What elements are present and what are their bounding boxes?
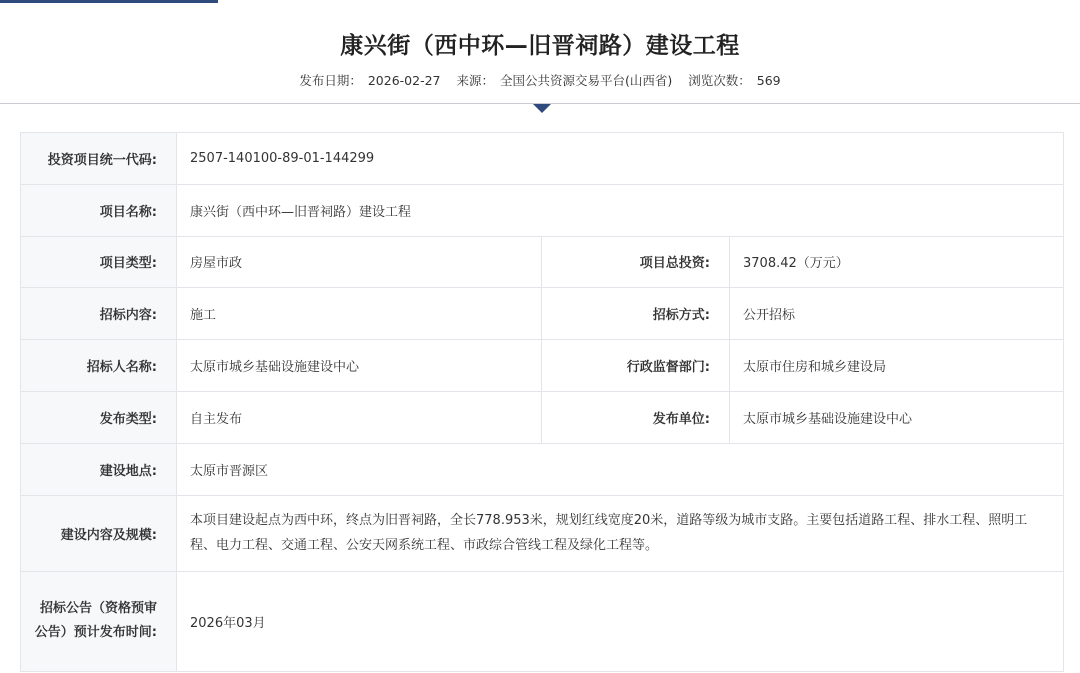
construction-location: 太原市晋源区 — [177, 443, 1064, 495]
bid-content: 施工 — [177, 288, 542, 340]
field-label: 招标方式: — [542, 288, 730, 340]
field-label: 投资项目统一代码: — [21, 133, 177, 185]
publish-type: 自主发布 — [177, 391, 542, 443]
article-meta — [0, 71, 1080, 89]
page-title: 康兴街（西中环—旧晋祠路）建设工程 — [340, 33, 740, 59]
field-label: 发布单位: — [542, 391, 730, 443]
field-label: 项目名称: — [21, 184, 177, 236]
table-row — [21, 391, 1064, 443]
table-row — [21, 571, 1064, 671]
source — [454, 73, 676, 88]
table-row — [21, 340, 1064, 392]
caret-down-icon — [533, 104, 551, 113]
notice-publish-time: 2026年03月 — [177, 571, 1064, 671]
publisher-unit: 太原市城乡基础设施建设中心 — [730, 391, 1064, 443]
view-count-value: 569 — [756, 73, 781, 88]
publish-date-value: 2026-02-27 — [367, 73, 441, 88]
publish-date — [296, 73, 443, 88]
construction-scope: 本项目建设起点为西中环，终点为旧晋祠路，全长778.953米，规划红线宽度20米，道路等级为城市支路。主要包括道路工程、排水工程、照明工程、电力工程、交通工程、公安天网系统工程、市政综合管线工程及绿化工程等。 — [177, 495, 1064, 571]
table-row — [21, 184, 1064, 236]
bid-method: 公开招标 — [730, 288, 1064, 340]
table-row — [21, 288, 1064, 340]
field-label: 建设内容及规模: — [21, 495, 177, 571]
field-label: 行政监督部门: — [542, 340, 730, 392]
field-label: 招标内容: — [21, 288, 177, 340]
tenderer-name: 太原市城乡基础设施建设中心 — [177, 340, 542, 392]
table-row — [21, 495, 1064, 571]
publish-date-label: 发布日期： — [299, 73, 362, 88]
project-info-table — [20, 132, 1064, 672]
table-row — [21, 236, 1064, 288]
article-header — [0, 0, 1080, 104]
field-label: 项目总投资: — [542, 236, 730, 288]
source-label: 来源： — [456, 73, 495, 88]
project-code: 2507-140100-89-01-144299 — [177, 133, 1064, 185]
field-label: 发布类型: — [21, 391, 177, 443]
table-row — [21, 133, 1064, 185]
project-investment: 3708.42（万元） — [730, 236, 1064, 288]
field-label: 招标人名称: — [21, 340, 177, 392]
supervisor-dept: 太原市住房和城乡建设局 — [730, 340, 1064, 392]
project-name: 康兴街（西中环—旧晋祠路）建设工程 — [177, 184, 1064, 236]
field-label: 招标公告（资格预审公告）预计发布时间: — [21, 571, 177, 671]
view-count-label: 浏览次数： — [688, 73, 751, 88]
source-value: 全国公共资源交易平台(山西省) — [500, 73, 673, 88]
field-label: 项目类型: — [21, 236, 177, 288]
field-label: 建设地点: — [21, 443, 177, 495]
project-type: 房屋市政 — [177, 236, 542, 288]
view-count — [685, 73, 783, 88]
table-row — [21, 443, 1064, 495]
